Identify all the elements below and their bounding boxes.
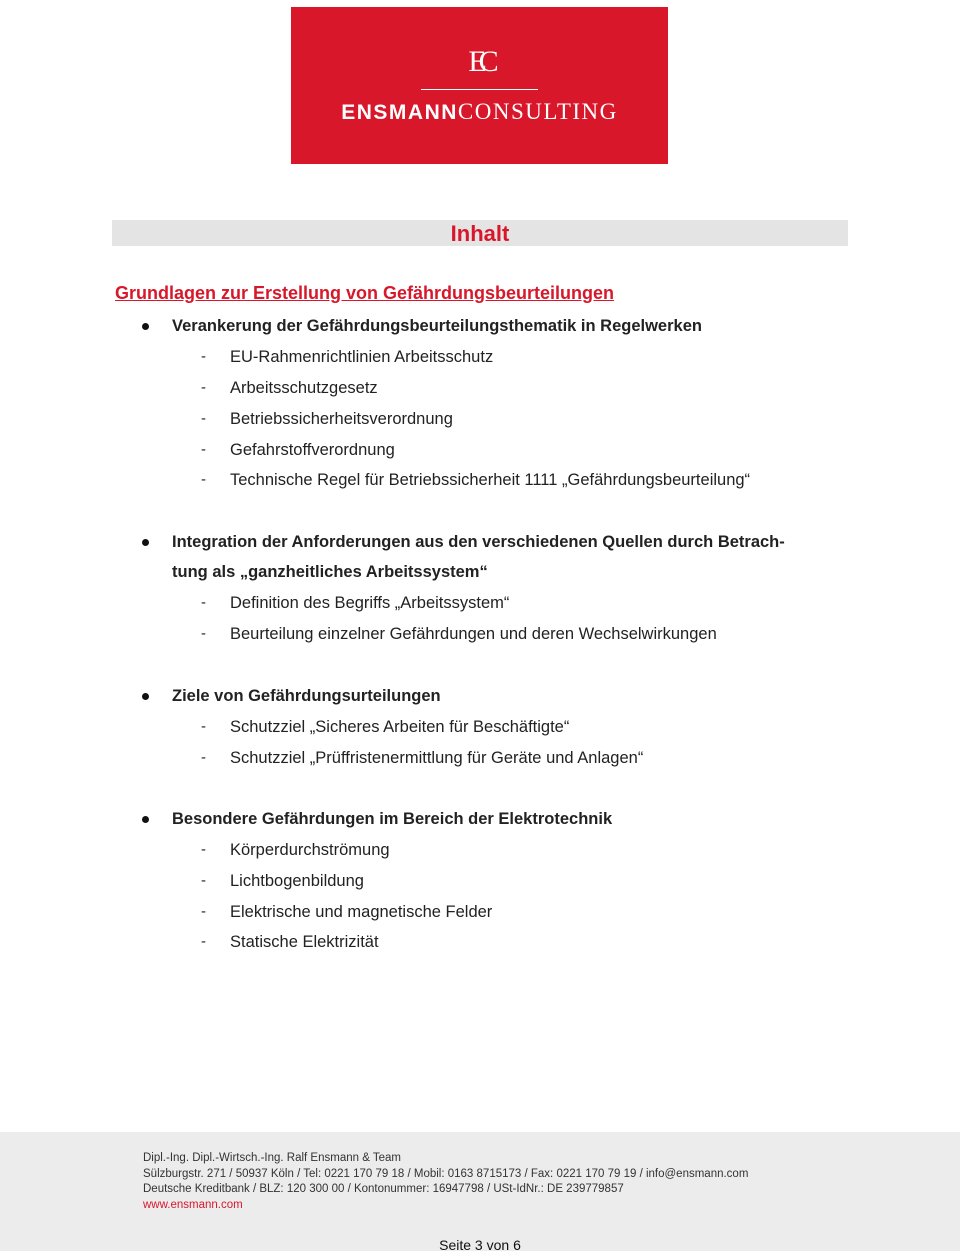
footer-url: www.ensmann.com — [143, 1198, 243, 1211]
sub-item: Statische Elektrizität — [230, 933, 379, 951]
footer-contact — [143, 1151, 748, 1213]
sub-item: Schutzziel „Prüffristenermittlung für Geräte und Anlagen“ — [230, 749, 644, 767]
dash-icon: - — [201, 410, 206, 427]
dash-icon: - — [201, 441, 206, 458]
bullet-heading: Ziele von Gefährdungsurteilungen — [172, 687, 441, 705]
title-bar — [112, 220, 848, 246]
logo-divider — [421, 89, 538, 90]
company-logo — [291, 7, 668, 164]
dash-icon: - — [201, 933, 206, 950]
section-heading: Grundlagen zur Erstellung von Gefährdungsbeurteilungen — [115, 283, 615, 303]
dash-icon: - — [201, 903, 206, 920]
bullet-heading: Integration der Anforderungen aus den verschiedenen Quellen durch Betrach- — [172, 533, 785, 551]
bullet-icon — [142, 693, 149, 700]
bullet-icon — [142, 323, 149, 330]
sub-item: Lichtbogenbildung — [230, 872, 364, 890]
sub-item: Schutzziel „Sicheres Arbeiten für Beschäftigte“ — [230, 718, 570, 736]
logo-name — [291, 99, 668, 126]
bullet-heading-continued: tung als „ganzheitliches Arbeitssystem“ — [172, 563, 488, 581]
sub-item: Technische Regel für Betriebssicherheit 1111 „Gefährdungsbeurteilung“ — [230, 471, 751, 489]
dash-icon: - — [201, 749, 206, 766]
footer-line: Deutsche Kreditbank / BLZ: 120 300 00 / Kontonummer: 16947798 / USt-IdNr.: DE 239779857 — [143, 1183, 624, 1195]
dash-icon: - — [201, 841, 206, 858]
logo-name-light: CONSULTING — [457, 99, 618, 124]
bullet-heading: Verankerung der Gefährdungsbeurteilungsthematik in Regelwerken — [172, 317, 702, 335]
sub-item: Betriebssicherheitsverordnung — [230, 410, 453, 428]
sub-item: Körperdurchströmung — [230, 841, 390, 859]
dash-icon: - — [201, 625, 206, 642]
sub-item: Gefahrstoffverordnung — [230, 441, 395, 459]
bullet-icon — [142, 539, 149, 546]
logo-name-bold: ENSMANN — [341, 101, 458, 124]
sub-item: Beurteilung einzelner Gefährdungen und deren Wechselwirkungen — [230, 625, 717, 643]
logo-mark: EC — [468, 45, 491, 78]
sub-item: Arbeitsschutzgesetz — [230, 379, 378, 397]
page-title: Inhalt — [450, 221, 510, 246]
footer-line: Sülzburgstr. 271 / 50937 Köln / Tel: 0221 170 79 18 / Mobil: 0163 8715173 / Fax: 0221 170 79 19 / info@ensmann.com — [143, 1167, 749, 1180]
sub-item: Definition des Begriffs „Arbeitssystem“ — [230, 594, 510, 612]
dash-icon: - — [201, 348, 206, 365]
page-number: Seite 3 von 6 — [439, 1237, 521, 1253]
sub-item: EU-Rahmenrichtlinien Arbeitsschutz — [230, 348, 494, 366]
page-footer — [0, 1132, 960, 1251]
bullet-heading: Besondere Gefährdungen im Bereich der Elektrotechnik — [172, 810, 613, 828]
dash-icon: - — [201, 872, 206, 889]
sub-item: Elektrische und magnetische Felder — [230, 903, 493, 921]
dash-icon: - — [201, 379, 206, 396]
footer-line: Dipl.-Ing. Dipl.-Wirtsch.-Ing. Ralf Ensmann & Team — [143, 1152, 401, 1164]
bullet-icon — [142, 816, 149, 823]
dash-icon: - — [201, 718, 206, 735]
dash-icon: - — [201, 594, 206, 611]
dash-icon: - — [201, 471, 206, 488]
